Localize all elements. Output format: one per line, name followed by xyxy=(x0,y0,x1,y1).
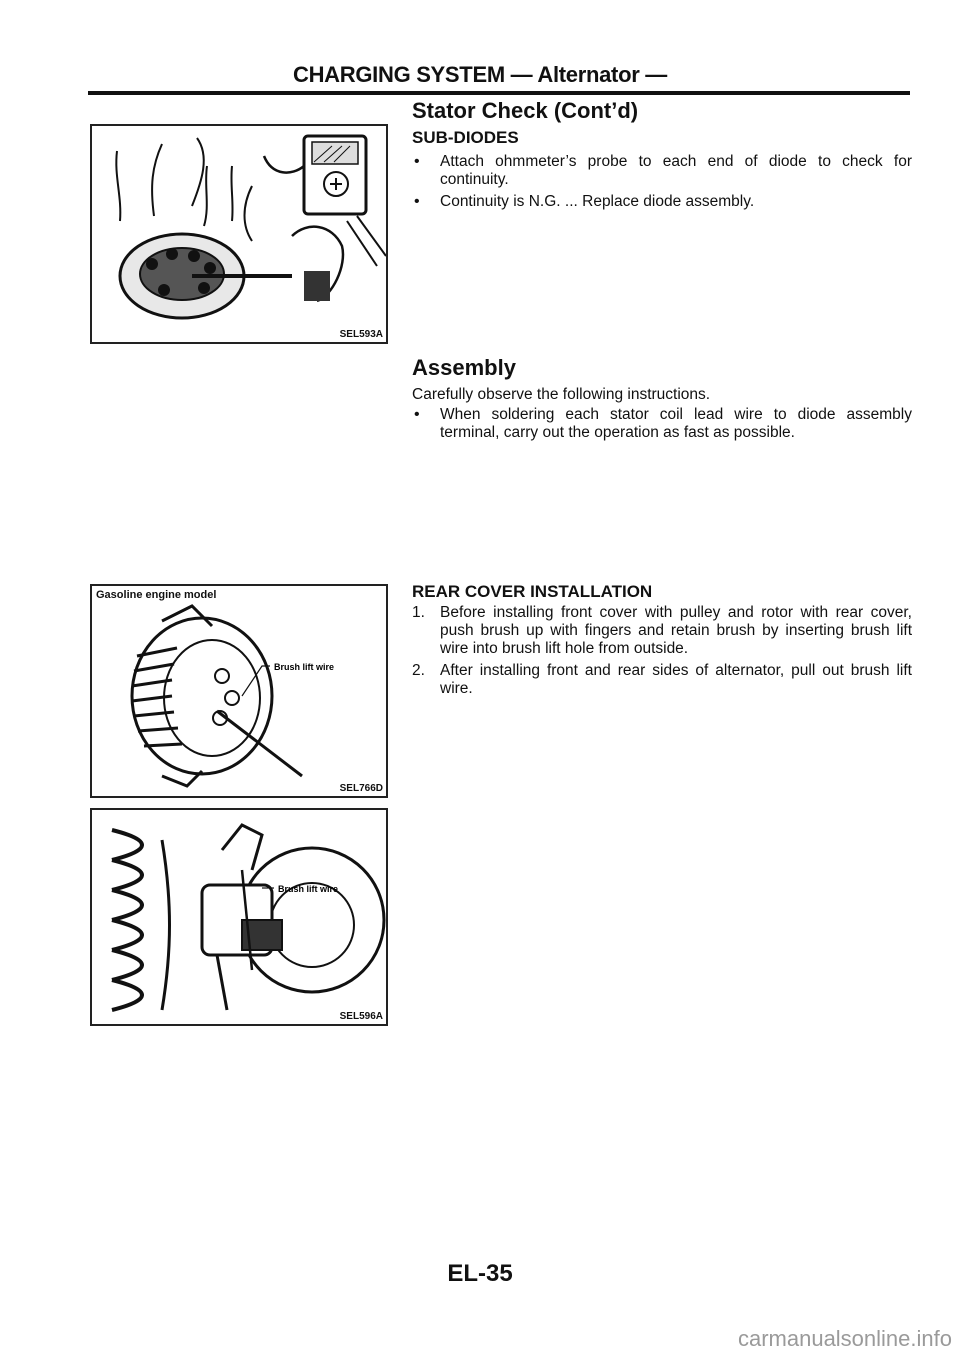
step-number: 2. xyxy=(412,662,425,679)
figure-ohmmeter-diode-check xyxy=(90,124,388,344)
page-header-title: CHARGING SYSTEM — Alternator — xyxy=(293,62,667,87)
figure-code: SEL766D xyxy=(339,783,383,794)
figure-code: SEL596A xyxy=(339,1011,383,1022)
figure-callout: Brush lift wire xyxy=(278,884,339,894)
header-rule xyxy=(88,91,910,95)
list-item: • When soldering each stator coil lead wire to diode assembly terminal, carry out the operation as fast as possible. xyxy=(412,406,912,442)
list-item: • Continuity is N.G. ... Replace diode assembly. xyxy=(412,193,912,211)
stator-check-title: Stator Check (Cont’d) xyxy=(412,98,639,123)
step-text: After installing front and rear sides of alternator, pull out brush lift wire. xyxy=(440,662,912,697)
step-number: 1. xyxy=(412,604,425,621)
assembly-intro: Carefully observe the following instructions. xyxy=(412,386,711,403)
alternator-brush-lift-illustration xyxy=(92,586,386,796)
figure-brush-lift-wire-closeup xyxy=(90,808,388,1026)
list-item: • Attach ohmmeter’s probe to each end of diode to check for continuity. xyxy=(412,153,912,189)
rear-cover-heading: REAR COVER INSTALLATION xyxy=(412,582,653,601)
stator-check-bullets xyxy=(412,153,912,215)
list-item xyxy=(412,662,912,698)
site-watermark: carmanualsonline.info xyxy=(737,1326,952,1351)
rear-cover-steps xyxy=(412,604,912,702)
figure-callout: Brush lift wire xyxy=(274,662,335,672)
list-item xyxy=(412,604,912,658)
assembly-body xyxy=(412,386,912,446)
figure-caption: Gasoline engine model xyxy=(96,589,217,601)
page-number: EL-35 xyxy=(447,1260,513,1287)
figure-brush-lift-wire-gasoline xyxy=(90,584,388,798)
brush-holder-illustration xyxy=(92,810,386,1024)
figure-code: SEL593A xyxy=(339,329,383,340)
ohmmeter-diode-illustration xyxy=(92,126,386,342)
sub-diodes-heading: SUB-DIODES xyxy=(412,128,519,147)
assembly-title: Assembly xyxy=(412,355,516,380)
step-text: Before installing front cover with pulley and rotor with rear cover, push brush up with fingers and retain brush by inserting brush lift wire into brush lift hole from outside. xyxy=(440,604,912,657)
